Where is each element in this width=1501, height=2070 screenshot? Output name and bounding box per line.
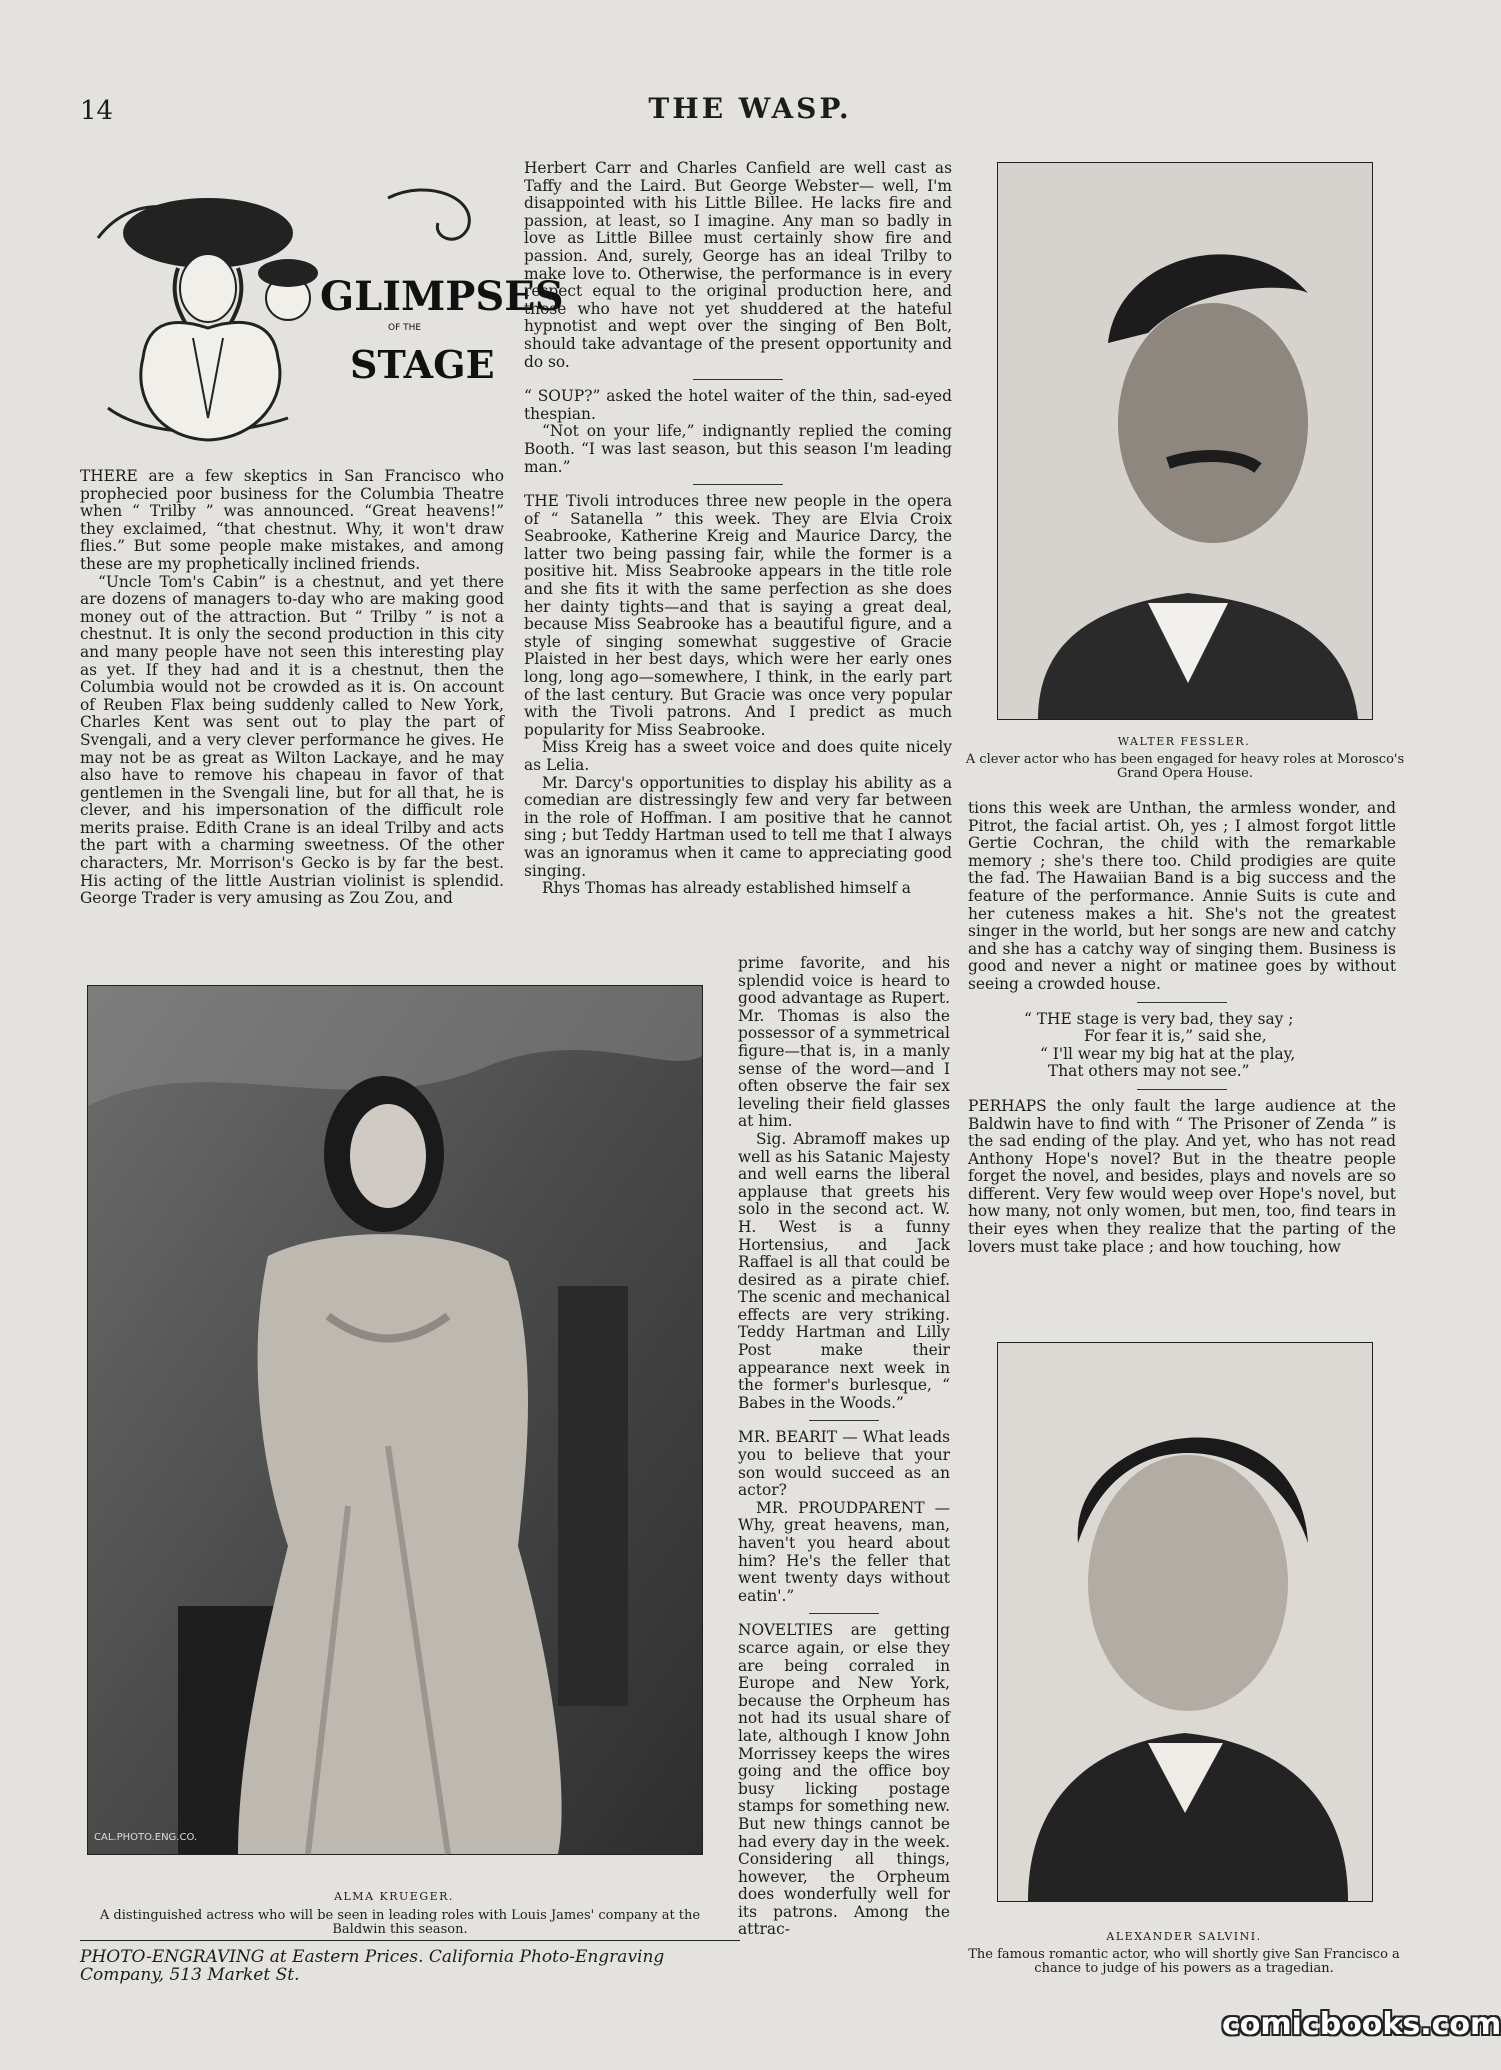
- bearit-joke-line-1: MR. BEARIT — What leads you to believe that your son would succeed as an actor?: [738, 1428, 950, 1500]
- soup-joke-line-1: “ SOUP?” asked the hotel waiter of the thin, sad-eyed thespian.: [524, 387, 952, 423]
- article-trilby-continued: Herbert Carr and Charles Canfield are well cast as Taffy and the Laird. But George Webster— well, I'm disappointed with his Little Billee. He lacks fire and passion, at least, so I imagine. Any man so badly in love as Little Billee must certainly show fire and passion. And, surely, George has an ideal Trilby to make love to. Otherwise, the performance is in every respect equal to the original production here, and those who have not yet shuddered at the hateful hypnotist and wept over the singing of Ben Bolt, should take advantage of the present opportunity and do so.: [524, 159, 952, 371]
- article-trilby-paragraph-2: “Uncle Tom's Cabin” is a chestnut, and yet there are dozens of managers to-day who are making good money out of the attraction. But “ Trilby ” is not a chestnut. It is only the second production in this city and many people have not seen this interesting play as yet. If they had and it is a chestnut, then the Columbia would not be crowded as it is. On account of Reuben Flax being suddenly called to New York, Charles Kent was sent out to play the part of Svengali, and a very clever performance he gives. He may not be as great as Wilton Lackaye, and he may also have to remove his chapeau in favor of that gentlemen in the Svengali line, but for all that, he is clever, and his impersonation of the difficult role merits praise. Edith Crane is an ideal Trilby and acts the part with a charming sweetness. Of the other characters, Mr. Morrison's Gecko is by far the best. His acting of the little Austrian violinist is splendid. George Trader is very amusing as Zou Zou, and: [80, 572, 504, 908]
- article-abramoff: Sig. Abramoff makes up well as his Satanic Majesty and well earns the liberal applause that greets his solo in the second act. W. H. West is a funny Hortensius, and Jack Raffael is all that could be desired as a pirate chief. The scenic and mechanical effects are very striking. Teddy Hartman and Lilly Post make their appearance next week in the former's burlesque, “ Babes in the Woods.”: [738, 1129, 950, 1412]
- article-tivoli-paragraph-2: Miss Kreig has a sweet voice and does quite nicely as Lelia.: [524, 738, 952, 774]
- walter-fessler-caption-name: WALTER FESSLER.: [1117, 735, 1251, 748]
- section-divider: [809, 1613, 879, 1614]
- article-novelties: NOVELTIES are getting scarce again, or else they are being corraled in Europe and New York, because the Orpheum has not had its usual share of late, although I know John Morrissey keeps the wires going and the office boy busy licking postage stamps for something new. But new things cannot be had every day in the week. Considering all things, however, the Orpheum does wonderfully well for its patrons. Among the attrac-: [738, 1621, 950, 1939]
- article-orpheum-continued: tions this week are Unthan, the armless wonder, and Pitrot, the facial artist. Oh, yes ; I almost forgot little Gertie Cochran, the child with the remarkable memory ; she's there too. Child prodigies are quite the fad. The Hawaiian Band is a big success and the feature of the performance. Annie Suits is cute and her cuteness makes a hit. She's not the greatest singer in the world, but her songs are new and catchy and she has a catchy way of singing them. Business is good and never a night or matinee goes by without seeing a crowded house.: [968, 799, 1396, 993]
- page-number: 14: [80, 96, 114, 126]
- walter-fessler-portrait-image: [998, 163, 1372, 719]
- alexander-salvini-photo: [997, 1342, 1373, 1902]
- header-title-glimpses: GLIMPSES: [320, 273, 564, 320]
- section-divider: [693, 379, 783, 380]
- alma-krueger-caption-name: ALMA KRUEGER.: [334, 1890, 454, 1903]
- section-divider: [1137, 1002, 1227, 1003]
- article-tivoli-paragraph-1: THE Tivoli introduces three new people in the opera of “ Satanella ” this week. They are Elvia Croix Seabrooke, Katherine Kreig and Maurice Darcy, the latter two being passing fair, while the former is a positive hit. Miss Seabrooke appears in the title role and she fits it with the same perfection as she does her dainty tights—and that is saying a great deal, because Miss Seabrooke has a beautiful figure, and a style of singing somewhat suggestive of Gracie Plaisted in her best days, which were her early ones long, long ago—somewhere, I think, in the early part of the last century. But Gracie was once very popular with the Tivoli patrons. And I predict as much popularity for Miss Seabrooke.: [524, 492, 952, 739]
- column-2-narrow-article: [738, 955, 950, 1939]
- column-3-article: [968, 800, 1396, 1256]
- column-1-article: [80, 468, 504, 908]
- article-tivoli-paragraph-3: Mr. Darcy's opportunities to display his ability as a comedian are distressingly few and very far between in the role of Hoffman. I am positive that he cannot sing ; but Teddy Hartman used to tell me that I always was an ignoramus when it came to appreciating good singing.: [524, 773, 952, 880]
- section-divider: [693, 484, 783, 485]
- alexander-salvini-portrait-image: [998, 1343, 1372, 1901]
- walter-fessler-caption-text: A clever actor who has been engaged for heavy roles at Morosco's Grand Opera House.: [965, 752, 1405, 781]
- poem-line-4: That others may not see.”: [1048, 1062, 1250, 1081]
- section-divider: [1137, 1089, 1227, 1090]
- soup-joke-line-2: “Not on your life,” indignantly replied the coming Booth. “I was last season, but this season I'm leading man.”: [524, 422, 952, 476]
- walter-fessler-photo: [997, 162, 1373, 720]
- article-rhys-thomas: prime favorite, and his splendid voice is heard to good advantage as Rupert. Mr. Thomas is also the possessor of a symmetrical figure—that is, in a manly sense of the word—and I often observe the fair sex leveling their field glasses at him.: [738, 954, 950, 1131]
- stage-hat-poem: [968, 1011, 1396, 1081]
- alma-krueger-photo: [87, 985, 703, 1855]
- photo-credit: CAL.PHOTO.ENG.CO.: [94, 1832, 198, 1843]
- poem-line-2: For fear it is,” said she,: [1084, 1027, 1267, 1046]
- glimpses-header-illustration: [88, 178, 564, 446]
- bearit-joke-line-2: MR. PROUDPARENT — Why, great heavens, man, haven't you heard about him? He's the feller that went twenty days without eatin'.”: [738, 1498, 950, 1605]
- masthead: THE WASP.: [648, 92, 852, 125]
- alma-krueger-caption-text: A distinguished actress who will be seen in leading roles with Louis James' company at the Baldwin this season.: [99, 1908, 701, 1937]
- poem-line-1: “ THE stage is very bad, they say ;: [1024, 1009, 1294, 1028]
- header-title-stage: STAGE: [350, 342, 495, 387]
- alexander-salvini-caption-name: ALEXANDER SALVINI.: [1106, 1930, 1262, 1943]
- alexander-salvini-caption-text: The famous romantic actor, who will shortly give San Francisco a chance to judge of his powers as a tragedian.: [968, 1947, 1400, 1976]
- header-title-of-the: OF THE: [388, 323, 422, 333]
- section-divider: [809, 1420, 879, 1421]
- article-prisoner-of-zenda: PERHAPS the only fault the large audience at the Baldwin have to find with “ The Prisoner of Zenda ” is the sad ending of the play. And yet, who has not read Anthony Hope's novel? But in the theatre people forget the novel, and besides, plays and novels are so different. Very few would weep over Hope's novel, but how many, not only women, but men, too, find tears in their eyes when they realize that the parting of the lovers must take place ; and how touching, how: [968, 1096, 1396, 1256]
- photo-engraving-advertisement: PHOTO-ENGRAVING at Eastern Prices. California Photo-Engraving Company, 513 Market St.: [80, 1947, 665, 1985]
- ad-divider: [80, 1940, 740, 1941]
- site-watermark: comicbooks.com: [1222, 2007, 1501, 2042]
- article-trilby-paragraph-1: THERE are a few skeptics in San Francisco who prophecied poor business for the Columbia Theatre when “ Trilby ” was announced. “Great heavens!” they exclaimed, “that chestnut. Why, it won't draw flies.” But some people make mistakes, and among these are my prophetically inclined friends.: [80, 467, 504, 573]
- article-tivoli-paragraph-4: Rhys Thomas has already established himself a: [542, 879, 911, 898]
- column-2-article: [524, 160, 952, 898]
- alma-krueger-portrait-image: [88, 986, 702, 1854]
- poem-line-3: “ I'll wear my big hat at the play,: [1040, 1044, 1296, 1063]
